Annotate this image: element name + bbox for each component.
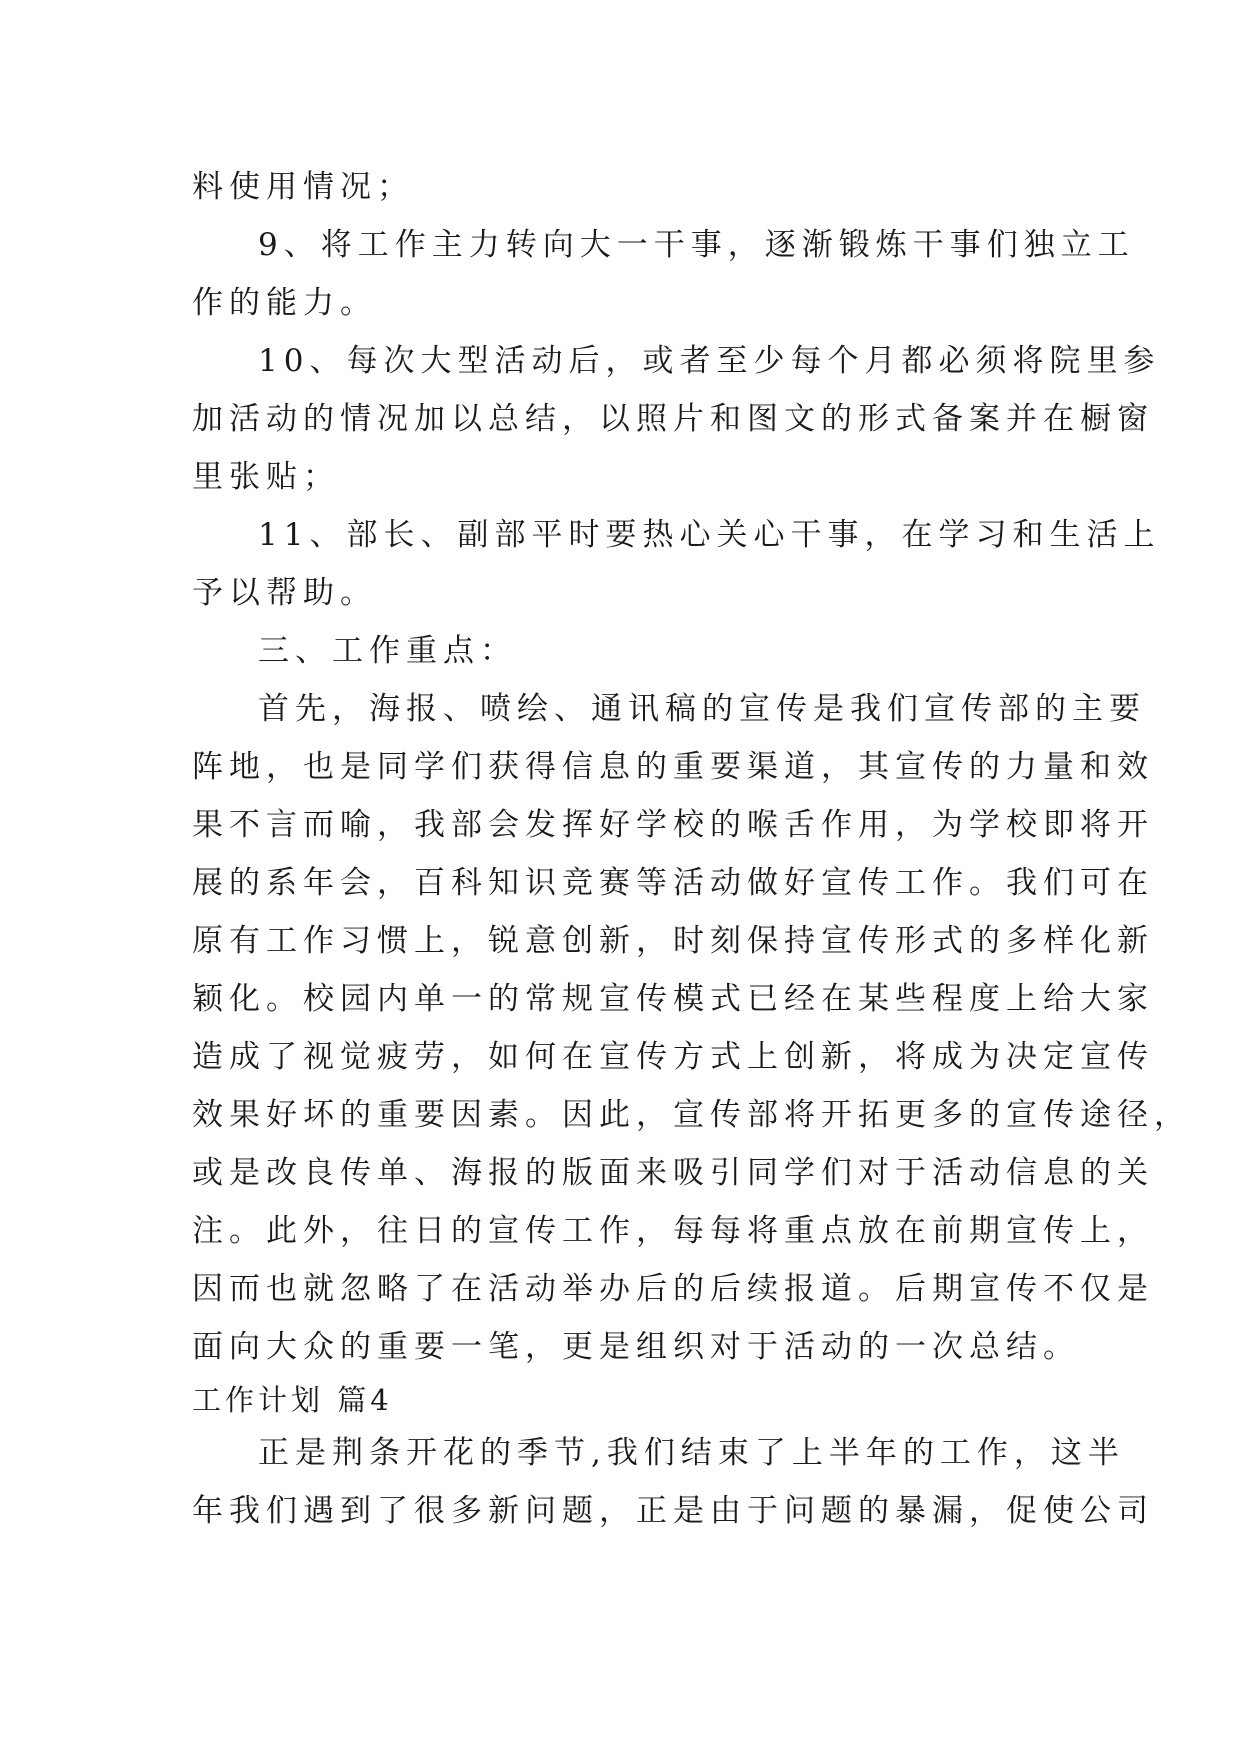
text-line: 加活动的情况加以总结，以照片和图文的形式备案并在橱窗 — [192, 401, 1154, 437]
text-line: 里张贴； — [192, 459, 340, 495]
text-line: 效果好坏的重要因素。因此，宣传部将开拓更多的宣传途径， — [192, 1097, 1191, 1133]
text-line: 果不言而喻，我部会发挥好学校的喉舌作用，为学校即将开 — [192, 807, 1154, 843]
text-line: 造成了视觉疲劳，如何在宣传方式上创新，将成为决定宣传 — [192, 1039, 1154, 1075]
section-body-text — [192, 1424, 1154, 1540]
section-heading: 工作计划 篇4 — [192, 1383, 393, 1417]
text-line: 面向大众的重要一笔，更是组织对于活动的一次总结。 — [192, 1329, 1080, 1365]
text-line: 首先，海报、喷绘、通讯稿的宣传是我们宣传部的主要 — [258, 691, 1146, 727]
text-line: 展的系年会，百科知识竞赛等活动做好宣传工作。我们可在 — [192, 865, 1154, 901]
text-line: 年我们遇到了很多新问题，正是由于问题的暴漏，促使公司 — [192, 1493, 1154, 1529]
text-line: 或是改良传单、海报的版面来吸引同学们对于活动信息的关 — [192, 1155, 1154, 1191]
text-line: 正是荆条开花的季节,我们结束了上半年的工作，这半 — [258, 1435, 1125, 1471]
text-line: 原有工作习惯上，锐意创新，时刻保持宣传形式的多样化新 — [192, 923, 1154, 959]
text-line: 阵地，也是同学们获得信息的重要渠道，其宣传的力量和效 — [192, 749, 1154, 785]
body-text — [192, 158, 1191, 1376]
text-line: 注。此外，往日的宣传工作，每每将重点放在前期宣传上， — [192, 1213, 1154, 1249]
text-line: 因而也就忽略了在活动举办后的后续报道。后期宣传不仅是 — [192, 1271, 1154, 1307]
text-line: 11、部长、副部平时要热心关心干事，在学习和生活上 — [258, 517, 1161, 553]
text-line: 9、将工作主力转向大一干事，逐渐锻炼干事们独立工 — [258, 227, 1135, 263]
document-page — [192, 158, 1191, 1540]
text-line: 料使用情况； — [192, 169, 414, 205]
text-line: 予以帮助。 — [192, 575, 377, 611]
text-line: 作的能力。 — [192, 285, 377, 321]
text-line: 10、每次大型活动后，或者至少每个月都必须将院里参 — [258, 343, 1161, 379]
text-line: 三、工作重点： — [258, 633, 517, 669]
text-line: 颖化。校园内单一的常规宣传模式已经在某些程度上给大家 — [192, 981, 1154, 1017]
